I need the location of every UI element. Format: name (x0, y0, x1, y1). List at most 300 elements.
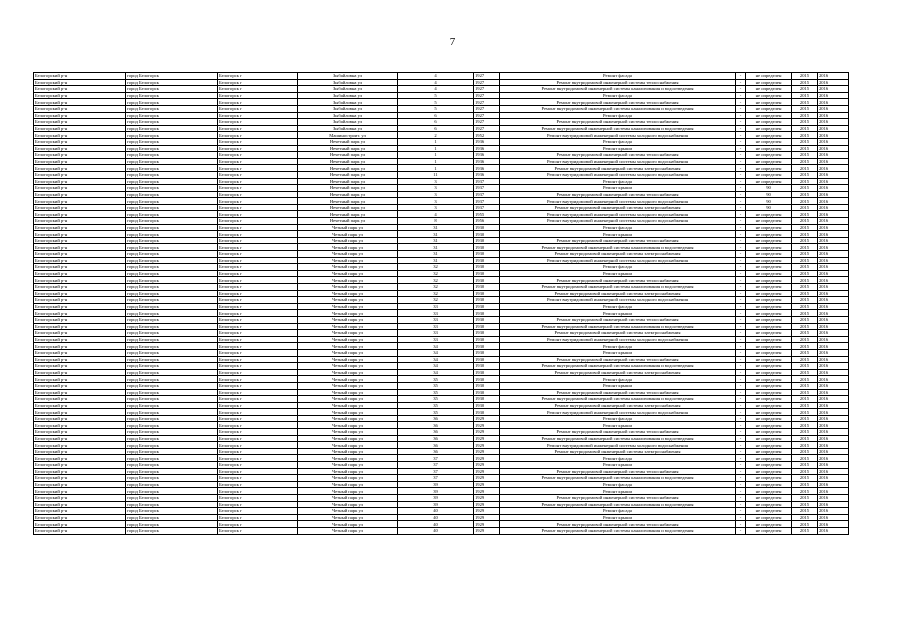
cell-start-year: 2015 (792, 402, 818, 409)
cell-district: Белогорский р-н (34, 330, 126, 337)
cell-house-number: 35 (398, 409, 474, 416)
cell-settlement: город Белогорск (126, 323, 218, 330)
cell-settlement: город Белогорск (126, 211, 218, 218)
cell-house-number: 33 (398, 316, 474, 323)
cell-street: Нечетный парк ул (298, 198, 398, 205)
cell-work-type: Ремонт внутридомовой инженерной системы теплоснабжения (500, 356, 736, 363)
cell-settlement: город Белогорск (126, 521, 218, 528)
cell-area: - (736, 363, 746, 370)
cell-house-number: 37 (398, 455, 474, 462)
cell-build-year: 1929 (474, 508, 500, 515)
cell-build-year: 1930 (474, 297, 500, 304)
cell-end-year: 2016 (818, 369, 849, 376)
cell-street: Нечетный парк ул (298, 218, 398, 225)
cell-end-year: 2016 (818, 343, 849, 350)
table-row (34, 171, 849, 178)
cell-build-year: 1929 (474, 462, 500, 469)
cell-end-year: 2016 (818, 92, 849, 99)
cell-street: Четный парк ул (298, 514, 398, 521)
cell-locality: Белогорск г (218, 284, 298, 291)
cell-locality: Белогорск г (218, 495, 298, 502)
table-row (34, 244, 849, 251)
cell-work-type: Ремонт внутридомовой инженерной системы теплоснабжения (500, 389, 736, 396)
cell-area: - (736, 171, 746, 178)
cell-street: Четный парк ул (298, 409, 398, 416)
table-row (34, 251, 849, 258)
cell-area: - (736, 257, 746, 264)
cell-district: Белогорский р-н (34, 198, 126, 205)
cell-cost: не определен (746, 145, 792, 152)
cell-area: - (736, 125, 746, 132)
cell-district: Белогорский р-н (34, 277, 126, 284)
cell-area: - (736, 376, 746, 383)
cell-district: Белогорский р-н (34, 521, 126, 528)
cell-start-year: 2015 (792, 330, 818, 337)
cell-settlement: город Белогорск (126, 237, 218, 244)
cell-area: - (736, 152, 746, 159)
cell-district: Белогорский р-н (34, 244, 126, 251)
cell-work-type: Ремонт внутридомовой инженерной системы теплоснабжения (500, 468, 736, 475)
cell-locality: Белогорск г (218, 363, 298, 370)
cell-build-year: 1936 (474, 152, 500, 159)
cell-end-year: 2016 (818, 73, 849, 80)
cell-house-number: 3 (398, 198, 474, 205)
cell-house-number: 1 (398, 165, 474, 172)
cell-work-type: Ремонт фасада (500, 455, 736, 462)
cell-district: Белогорский р-н (34, 343, 126, 350)
cell-end-year: 2016 (818, 527, 849, 534)
cell-settlement: город Белогорск (126, 244, 218, 251)
cell-cost: не определен (746, 152, 792, 159)
cell-start-year: 2015 (792, 257, 818, 264)
address-program-table (33, 72, 849, 535)
cell-settlement: город Белогорск (126, 501, 218, 508)
cell-district: Белогорский р-н (34, 119, 126, 126)
cell-district: Белогорский р-н (34, 138, 126, 145)
cell-district: Белогорский р-н (34, 79, 126, 86)
cell-area: - (736, 336, 746, 343)
cell-district: Белогорский р-н (34, 231, 126, 238)
cell-work-type: Ремонт крыши (500, 462, 736, 469)
cell-settlement: город Белогорск (126, 488, 218, 495)
cell-area: - (736, 448, 746, 455)
cell-work-type: Ремонт внутридомовой инженерной системы теплоснабжения (500, 237, 736, 244)
cell-settlement: город Белогорск (126, 198, 218, 205)
cell-house-number: 3 (398, 204, 474, 211)
cell-area: - (736, 99, 746, 106)
cell-cost: не определен (746, 501, 792, 508)
cell-work-type: Ремонт крыши (500, 145, 736, 152)
cell-build-year: 1927 (474, 86, 500, 93)
cell-cost: не определен (746, 165, 792, 172)
cell-locality: Белогорск г (218, 290, 298, 297)
cell-house-number: 1 (398, 145, 474, 152)
cell-settlement: город Белогорск (126, 92, 218, 99)
cell-district: Белогорский р-н (34, 105, 126, 112)
table-row (34, 442, 849, 449)
cell-build-year: 1929 (474, 448, 500, 455)
cell-district: Белогорский р-н (34, 363, 126, 370)
cell-start-year: 2015 (792, 277, 818, 284)
cell-end-year: 2016 (818, 382, 849, 389)
cell-area: - (736, 481, 746, 488)
cell-house-number: 4 (398, 211, 474, 218)
cell-street: Четный парк ул (298, 303, 398, 310)
cell-cost: не определен (746, 389, 792, 396)
cell-locality: Белогорск г (218, 99, 298, 106)
cell-locality: Белогорск г (218, 204, 298, 211)
cell-settlement: город Белогорск (126, 382, 218, 389)
cell-district: Белогорский р-н (34, 415, 126, 422)
cell-street: Четный парк ул (298, 237, 398, 244)
cell-settlement: город Белогорск (126, 185, 218, 192)
cell-locality: Белогорск г (218, 343, 298, 350)
cell-build-year: 1930 (474, 356, 500, 363)
cell-street: Четный парк ул (298, 270, 398, 277)
cell-district: Белогорский р-н (34, 284, 126, 291)
cell-district: Белогорский р-н (34, 145, 126, 152)
cell-street: Зыбайловна ул (298, 99, 398, 106)
cell-house-number: 2 (398, 132, 474, 139)
cell-work-type: Ремонт крыши (500, 382, 736, 389)
cell-work-type: Ремонт внутридомовой инженерной системы канализования и водоотведения (500, 501, 736, 508)
cell-cost: не определен (746, 468, 792, 475)
cell-settlement: город Белогорск (126, 481, 218, 488)
cell-start-year: 2015 (792, 224, 818, 231)
cell-start-year: 2015 (792, 73, 818, 80)
table-row (34, 86, 849, 93)
table-row (34, 119, 849, 126)
cell-start-year: 2015 (792, 462, 818, 469)
cell-build-year: 1929 (474, 495, 500, 502)
cell-end-year: 2016 (818, 521, 849, 528)
cell-street: Зыбайловна ул (298, 92, 398, 99)
cell-build-year: 1952 (474, 132, 500, 139)
cell-start-year: 2015 (792, 429, 818, 436)
cell-start-year: 2015 (792, 422, 818, 429)
cell-end-year: 2016 (818, 475, 849, 482)
cell-district: Белогорский р-н (34, 270, 126, 277)
cell-work-type: Ремонт внутридомовой инженерной системы электроснабжения (500, 330, 736, 337)
cell-street: Четный парк ул (298, 488, 398, 495)
cell-locality: Белогорск г (218, 336, 298, 343)
cell-area: - (736, 396, 746, 403)
cell-street: Нечетный парк ул (298, 165, 398, 172)
cell-locality: Белогорск г (218, 396, 298, 403)
cell-street: Зыбайловна ул (298, 79, 398, 86)
cell-district: Белогорский р-н (34, 448, 126, 455)
cell-locality: Белогорск г (218, 132, 298, 139)
cell-settlement: город Белогорск (126, 448, 218, 455)
cell-house-number: 37 (398, 475, 474, 482)
cell-settlement: город Белогорск (126, 251, 218, 258)
cell-end-year: 2016 (818, 125, 849, 132)
cell-district: Белогорский р-н (34, 112, 126, 119)
cell-settlement: город Белогорск (126, 303, 218, 310)
table-row (34, 402, 849, 409)
cell-cost: не определен (746, 264, 792, 271)
cell-work-type: Ремонт крыши (500, 310, 736, 317)
cell-house-number: 36 (398, 435, 474, 442)
cell-area: - (736, 198, 746, 205)
cell-area: - (736, 290, 746, 297)
cell-district: Белогорский р-н (34, 501, 126, 508)
cell-cost: не определен (746, 92, 792, 99)
cell-district: Белогорский р-н (34, 204, 126, 211)
cell-cost: 90 (746, 185, 792, 192)
cell-district: Белогорский р-н (34, 125, 126, 132)
cell-locality: Белогорск г (218, 316, 298, 323)
cell-build-year: 1956 (474, 218, 500, 225)
cell-area: - (736, 422, 746, 429)
table-row (34, 323, 849, 330)
cell-build-year: 1930 (474, 330, 500, 337)
table-row (34, 191, 849, 198)
cell-district: Белогорский р-н (34, 290, 126, 297)
cell-work-type: Ремонт внутридомовой инженерной системы электроснабжения (500, 448, 736, 455)
cell-end-year: 2016 (818, 86, 849, 93)
cell-locality: Белогорск г (218, 92, 298, 99)
cell-street: Четный парк ул (298, 402, 398, 409)
cell-locality: Белогорск г (218, 475, 298, 482)
cell-end-year: 2016 (818, 409, 849, 416)
cell-work-type: Ремонт фасада (500, 508, 736, 515)
cell-build-year: 1930 (474, 336, 500, 343)
cell-street: Четный парк ул (298, 323, 398, 330)
cell-street: Нечетный парк ул (298, 211, 398, 218)
cell-build-year: 1929 (474, 422, 500, 429)
table-row (34, 389, 849, 396)
cell-end-year: 2016 (818, 356, 849, 363)
cell-district: Белогорский р-н (34, 475, 126, 482)
cell-locality: Белогорск г (218, 178, 298, 185)
cell-district: Белогорский р-н (34, 409, 126, 416)
cell-area: - (736, 79, 746, 86)
cell-house-number: 34 (398, 369, 474, 376)
cell-street: Четный парк ул (298, 415, 398, 422)
cell-house-number: 6 (398, 125, 474, 132)
cell-work-type: Ремонт внутридомовой инженерной системы холодного водоснабжения (500, 442, 736, 449)
cell-house-number: 36 (398, 429, 474, 436)
cell-build-year: 1930 (474, 369, 500, 376)
table-row (34, 396, 849, 403)
cell-house-number: 33 (398, 310, 474, 317)
table-row (34, 363, 849, 370)
cell-locality: Белогорск г (218, 330, 298, 337)
cell-house-number: 33 (398, 330, 474, 337)
cell-cost: 90 (746, 191, 792, 198)
cell-build-year: 1936 (474, 138, 500, 145)
cell-district: Белогорский р-н (34, 310, 126, 317)
cell-cost: не определен (746, 448, 792, 455)
cell-area: - (736, 204, 746, 211)
cell-house-number: 35 (398, 382, 474, 389)
cell-street: Четный парк ул (298, 343, 398, 350)
cell-cost: не определен (746, 105, 792, 112)
table-row (34, 303, 849, 310)
cell-district: Белогорский р-н (34, 462, 126, 469)
cell-build-year: 1955 (474, 211, 500, 218)
cell-build-year: 1930 (474, 396, 500, 403)
cell-locality: Белогорск г (218, 349, 298, 356)
table-row (34, 264, 849, 271)
table-row (34, 501, 849, 508)
table-row (34, 462, 849, 469)
cell-district: Белогорский р-н (34, 132, 126, 139)
cell-start-year: 2015 (792, 382, 818, 389)
cell-start-year: 2015 (792, 264, 818, 271)
cell-build-year: 1930 (474, 237, 500, 244)
table-row (34, 92, 849, 99)
cell-start-year: 2015 (792, 527, 818, 534)
cell-settlement: город Белогорск (126, 218, 218, 225)
cell-house-number: 3 (398, 185, 474, 192)
cell-locality: Белогорск г (218, 527, 298, 534)
cell-district: Белогорский р-н (34, 356, 126, 363)
cell-area: - (736, 435, 746, 442)
cell-house-number: 37 (398, 462, 474, 469)
cell-build-year: 1929 (474, 521, 500, 528)
table-row (34, 73, 849, 80)
cell-work-type: Ремонт внутридомовой инженерной системы канализования и водоотведения (500, 396, 736, 403)
cell-settlement: город Белогорск (126, 356, 218, 363)
cell-street: Четный парк ул (298, 316, 398, 323)
cell-street: Машиностроит. ул (298, 132, 398, 139)
cell-district: Белогорский р-н (34, 389, 126, 396)
cell-street: Четный парк ул (298, 349, 398, 356)
cell-locality: Белогорск г (218, 521, 298, 528)
cell-area: - (736, 323, 746, 330)
cell-cost: не определен (746, 138, 792, 145)
table-row (34, 178, 849, 185)
cell-work-type: Ремонт крыши (500, 231, 736, 238)
table-row (34, 409, 849, 416)
cell-house-number: 32 (398, 277, 474, 284)
cell-area: - (736, 527, 746, 534)
cell-district: Белогорский р-н (34, 237, 126, 244)
cell-house-number: 1 (398, 138, 474, 145)
cell-district: Белогорский р-н (34, 257, 126, 264)
page-number: 7 (449, 36, 456, 48)
table-row (34, 343, 849, 350)
cell-work-type: Ремонт внутридомовой инженерной системы электроснабжения (500, 369, 736, 376)
cell-start-year: 2015 (792, 178, 818, 185)
cell-district: Белогорский р-н (34, 508, 126, 515)
cell-start-year: 2015 (792, 468, 818, 475)
cell-start-year: 2015 (792, 323, 818, 330)
cell-work-type: Ремонт крыши (500, 488, 736, 495)
cell-street: Зыбайловна ул (298, 105, 398, 112)
cell-build-year: 1930 (474, 231, 500, 238)
cell-end-year: 2016 (818, 349, 849, 356)
cell-street: Четный парк ул (298, 475, 398, 482)
cell-build-year: 1927 (474, 119, 500, 126)
cell-cost: не определен (746, 330, 792, 337)
cell-cost: не определен (746, 409, 792, 416)
cell-start-year: 2015 (792, 86, 818, 93)
cell-cost: не определен (746, 349, 792, 356)
cell-house-number: 5 (398, 105, 474, 112)
cell-locality: Белогорск г (218, 237, 298, 244)
table-row (34, 422, 849, 429)
cell-work-type: Ремонт крыши (500, 270, 736, 277)
table-row (34, 376, 849, 383)
table-row (34, 211, 849, 218)
cell-house-number: 31 (398, 231, 474, 238)
cell-start-year: 2015 (792, 508, 818, 515)
cell-house-number: 36 (398, 442, 474, 449)
cell-cost: не определен (746, 178, 792, 185)
cell-street: Четный парк ул (298, 369, 398, 376)
cell-cost: не определен (746, 284, 792, 291)
cell-end-year: 2016 (818, 277, 849, 284)
cell-district: Белогорский р-н (34, 422, 126, 429)
cell-build-year: 1930 (474, 310, 500, 317)
cell-settlement: город Белогорск (126, 455, 218, 462)
cell-start-year: 2015 (792, 310, 818, 317)
cell-district: Белогорский р-н (34, 349, 126, 356)
cell-area: - (736, 73, 746, 80)
cell-start-year: 2015 (792, 455, 818, 462)
cell-street: Четный парк ул (298, 501, 398, 508)
cell-start-year: 2015 (792, 145, 818, 152)
cell-locality: Белогорск г (218, 125, 298, 132)
cell-cost: не определен (746, 86, 792, 93)
cell-area: - (736, 488, 746, 495)
cell-end-year: 2016 (818, 462, 849, 469)
cell-end-year: 2016 (818, 257, 849, 264)
cell-locality: Белогорск г (218, 422, 298, 429)
cell-cost: не определен (746, 396, 792, 403)
cell-area: - (736, 297, 746, 304)
cell-street: Зыбайловна ул (298, 119, 398, 126)
cell-cost: не определен (746, 79, 792, 86)
cell-locality: Белогорск г (218, 211, 298, 218)
cell-house-number: 1 (398, 158, 474, 165)
cell-build-year: 1937 (474, 198, 500, 205)
cell-build-year: 1930 (474, 389, 500, 396)
cell-build-year: 1937 (474, 204, 500, 211)
cell-locality: Белогорск г (218, 257, 298, 264)
cell-district: Белогорский р-н (34, 191, 126, 198)
cell-settlement: город Белогорск (126, 264, 218, 271)
cell-street: Четный парк ул (298, 356, 398, 363)
cell-locality: Белогорск г (218, 105, 298, 112)
cell-end-year: 2016 (818, 198, 849, 205)
cell-area: - (736, 462, 746, 469)
cell-street: Четный парк ул (298, 462, 398, 469)
cell-area: - (736, 402, 746, 409)
cell-work-type: Ремонт внутридомовой инженерной системы холодного водоснабжения (500, 158, 736, 165)
cell-district: Белогорский р-н (34, 251, 126, 258)
cell-area: - (736, 178, 746, 185)
cell-settlement: город Белогорск (126, 435, 218, 442)
cell-settlement: город Белогорск (126, 165, 218, 172)
cell-settlement: город Белогорск (126, 514, 218, 521)
cell-end-year: 2016 (818, 290, 849, 297)
cell-build-year: 1929 (474, 475, 500, 482)
cell-end-year: 2016 (818, 112, 849, 119)
cell-area: - (736, 343, 746, 350)
cell-street: Нечетный парк ул (298, 185, 398, 192)
cell-house-number: 31 (398, 244, 474, 251)
cell-street: Четный парк ул (298, 382, 398, 389)
cell-district: Белогорский р-н (34, 165, 126, 172)
cell-build-year: 1930 (474, 270, 500, 277)
cell-start-year: 2015 (792, 336, 818, 343)
cell-area: - (736, 251, 746, 258)
cell-start-year: 2015 (792, 514, 818, 521)
